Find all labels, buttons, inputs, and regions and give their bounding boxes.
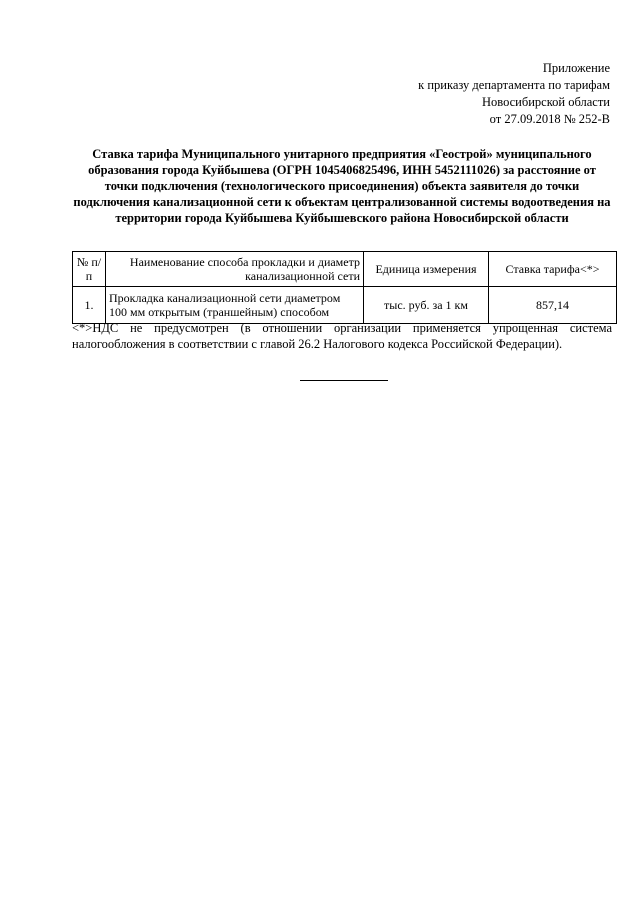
header-rate: Ставка тарифа<*> — [489, 252, 617, 287]
end-divider — [300, 380, 388, 381]
table-row — [73, 287, 617, 324]
header-name: Наименование способа прокладки и диаметр канализационной сети — [106, 252, 364, 287]
header-unit: Единица измерения — [364, 252, 489, 287]
cell-unit: тыс. руб. за 1 км — [364, 287, 489, 324]
appendix-label: Приложение — [542, 61, 610, 75]
table-header-row — [73, 252, 617, 287]
order-date-number: от 27.09.2018 № 252-В — [489, 112, 610, 126]
cell-rate: 857,14 — [489, 287, 617, 324]
appendix-header — [280, 60, 610, 128]
footnote: <*>НДС не предусмотрен (в отношении организации применяется упрощенная система налогообложения в соответствии с главой 26.2 Налогового кодекса Российской Федерации). — [72, 321, 612, 351]
header-num: № п/п — [73, 252, 106, 287]
cell-name: Прокладка канализационной сети диаметром 100 мм открытым (траншейным) способом — [106, 287, 364, 324]
cell-num: 1. — [73, 287, 106, 324]
tariff-table — [72, 251, 617, 324]
order-reference: к приказу департамента по тарифам — [418, 78, 610, 92]
document-title: Ставка тарифа Муниципального унитарного предприятия «Геострой» муниципального образования города Куйбышева (ОГРН 1045406825496, ИНН 5452111026) за расстояние от точки подключения (технологического присоединения) объекта заявителя до точки подключения канализационной сети к объектам централизованной системы водоотведения на территории города Куйбышева Куйбышевского района Новосибирской области — [73, 147, 611, 225]
region-name: Новосибирской области — [481, 95, 610, 109]
